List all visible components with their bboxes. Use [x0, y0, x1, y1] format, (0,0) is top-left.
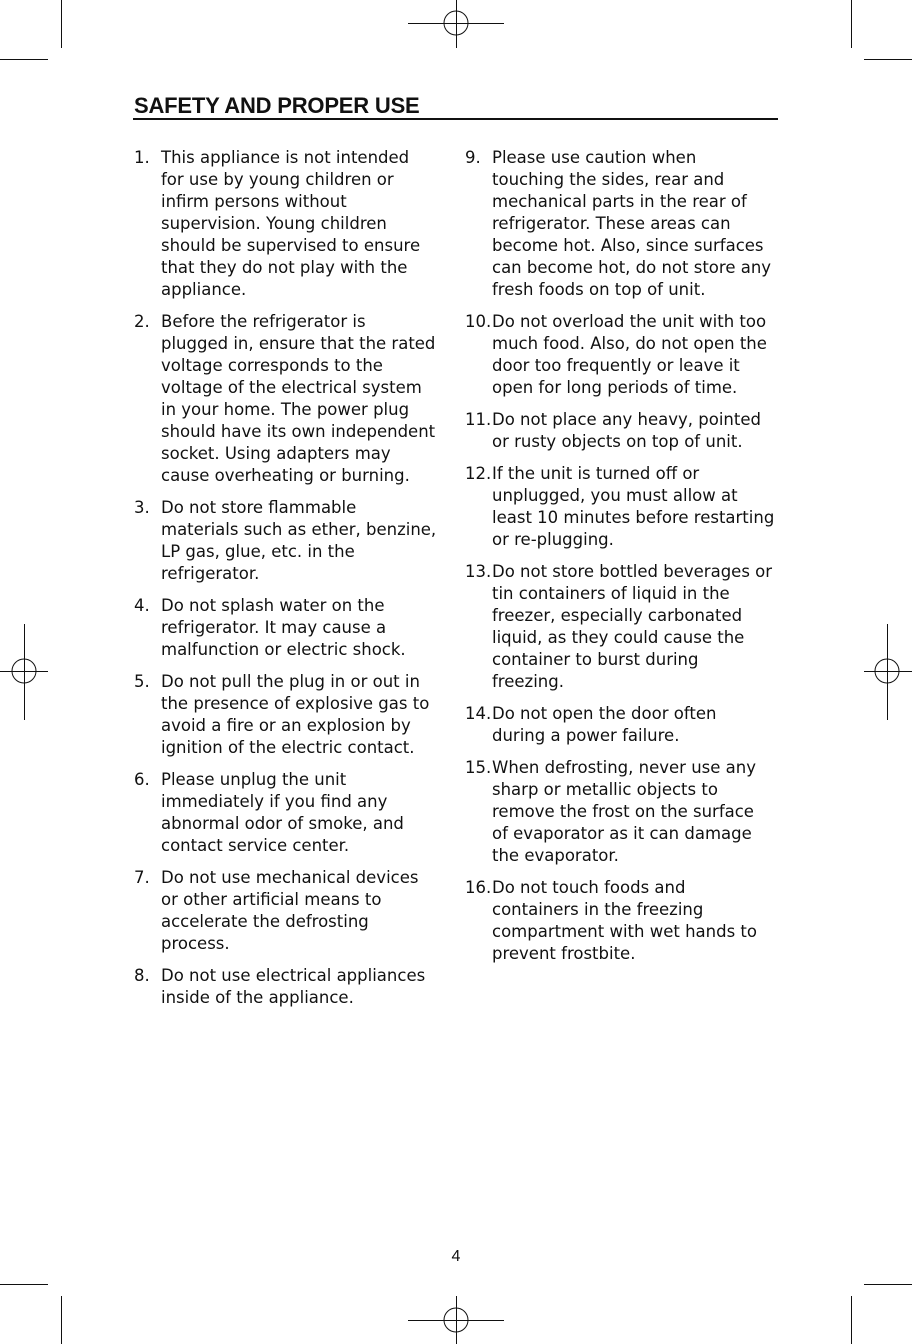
list-item: [465, 311, 785, 399]
item-text: Do not splash water on the refrigerator. It may cause a malfunction or electric shock.: [161, 596, 406, 659]
item-number: 2.: [134, 312, 150, 331]
crop-mark: [864, 1284, 912, 1285]
item-text: Do not use mechanical devices or other artificial means to accelerate the defrosting process.: [161, 868, 419, 953]
registration-mark-icon: [442, 9, 470, 37]
title-underline: [133, 118, 778, 120]
page-title: SAFETY AND PROPER USE: [134, 93, 420, 118]
list-item: [465, 409, 785, 453]
item-number: 16.: [465, 878, 492, 897]
registration-mark-icon: [873, 657, 901, 685]
item-text: Do not open the door often during a power failure.: [492, 704, 717, 745]
crop-mark: [61, 0, 62, 48]
item-text: Do not pull the plug in or out in the presence of explosive gas to avoid a fire or an explosion by ignition of the electric contact.: [161, 672, 430, 757]
right-column: [465, 147, 785, 975]
item-number: 5.: [134, 672, 150, 691]
item-text: Do not place any heavy, pointed or rusty objects on top of unit.: [492, 410, 761, 451]
item-text: Do not use electrical appliances inside of the appliance.: [161, 966, 426, 1007]
crop-mark: [0, 59, 48, 60]
crop-mark: [851, 0, 852, 48]
item-number: 13.: [465, 562, 492, 581]
list-item: [465, 561, 785, 693]
list-item: [134, 965, 452, 1009]
list-item: [465, 877, 785, 965]
list-item: [465, 703, 785, 747]
list-item: [465, 757, 785, 867]
item-text: Do not overload the unit with too much food. Also, do not open the door too frequently or leave it open for long periods of time.: [492, 312, 767, 397]
list-item: [465, 147, 785, 301]
item-text: Do not touch foods and containers in the freezing compartment with wet hands to prevent frostbite.: [492, 878, 757, 963]
crop-mark: [864, 59, 912, 60]
item-number: 11.: [465, 410, 492, 429]
item-text: Do not store flammable materials such as ether, benzine, LP gas, glue, etc. in the refrigerator.: [161, 498, 437, 583]
item-number: 10.: [465, 312, 492, 331]
crop-mark: [0, 1284, 48, 1285]
item-number: 4.: [134, 596, 150, 615]
item-text: Do not store bottled beverages or tin containers of liquid in the freezer, especially carbonated liquid, as they could cause the container to burst during freezing.: [492, 562, 773, 691]
left-column: [134, 147, 452, 1019]
item-number: 14.: [465, 704, 492, 723]
item-number: 6.: [134, 770, 150, 789]
item-text: Please unplug the unit immediately if you find any abnormal odor of smoke, and contact service center.: [161, 770, 404, 855]
crop-mark: [851, 1296, 852, 1344]
item-text: Before the refrigerator is plugged in, ensure that the rated voltage corresponds to the voltage of the electrical system in your home. The power plug should have its own independent socket. Using adapters may cause overheating or burning.: [161, 312, 436, 485]
list-item: [134, 311, 452, 487]
list-item: [134, 147, 452, 301]
list-item: [134, 671, 452, 759]
item-text: This appliance is not intended for use by young children or infirm persons without supervision. Young children should be supervised to ensure that they do not play with the appliance.: [161, 148, 421, 299]
page-number: 4: [451, 1248, 461, 1265]
registration-mark-icon: [442, 1306, 470, 1334]
crop-mark: [61, 1296, 62, 1344]
list-item: [134, 769, 452, 857]
item-number: 8.: [134, 966, 150, 985]
item-number: 12.: [465, 464, 492, 483]
registration-mark-icon: [10, 657, 38, 685]
item-number: 9.: [465, 148, 481, 167]
list-item: [134, 867, 452, 955]
list-item: [465, 463, 785, 551]
item-number: 7.: [134, 868, 150, 887]
item-text: If the unit is turned off or unplugged, you must allow at least 10 minutes before restarting or re-plugging.: [492, 464, 775, 549]
item-text: Please use caution when touching the sides, rear and mechanical parts in the rear of refrigerator. These areas can become hot. Also, since surfaces can become hot, do not store any fresh foods on top of unit.: [492, 148, 772, 299]
item-number: 1.: [134, 148, 150, 167]
item-text: When defrosting, never use any sharp or metallic objects to remove the frost on the surface of evaporator as it can damage the evaporator.: [492, 758, 756, 865]
list-item: [134, 595, 452, 661]
item-number: 3.: [134, 498, 150, 517]
item-number: 15.: [465, 758, 492, 777]
list-item: [134, 497, 452, 585]
